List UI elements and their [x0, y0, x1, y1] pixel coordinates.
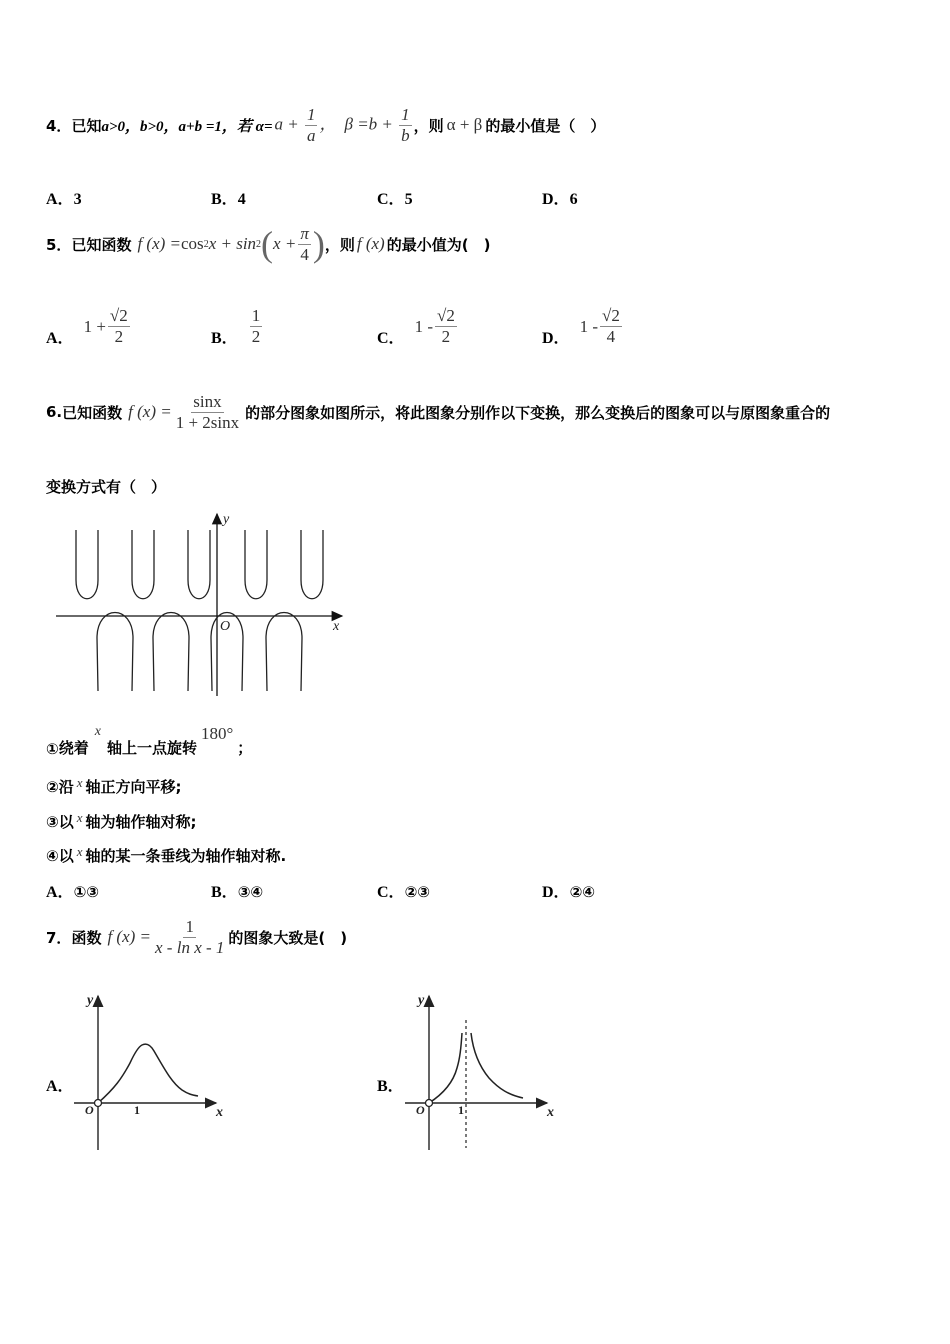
alpha-expression [275, 105, 337, 146]
fraction-denominator: 4 [606, 327, 616, 346]
function-lhs: f (x) = [128, 402, 172, 421]
y-axis-label: y [223, 512, 230, 527]
fraction-denominator: 2 [251, 327, 261, 346]
question-4-stem [46, 100, 605, 150]
option-label: B． [377, 1078, 404, 1095]
function-lhs: f (x) = [107, 927, 152, 946]
conditions-text: a>0，b>0，a+b =1，若 α= [101, 118, 273, 135]
question-6-stem [46, 388, 830, 436]
fraction-denominator: 2 [441, 327, 451, 346]
fraction-denominator: 1 + 2sinx [175, 412, 240, 432]
sin-term: x + sin [208, 234, 257, 253]
option-fraction [435, 306, 457, 347]
transform-text: 以 [58, 813, 74, 831]
transform-text: 轴为轴作轴对称; [85, 813, 197, 831]
stem-text: 已知函数 [71, 235, 132, 254]
angle-value: 180° [200, 724, 234, 743]
transform-4 [46, 845, 286, 866]
question-7-option-a[interactable] [46, 988, 236, 1153]
option-label: C． [377, 884, 405, 901]
option-lead: 1 - [414, 316, 433, 336]
beta-fraction [399, 105, 412, 146]
transform-text: ； [237, 739, 253, 757]
curve-left [429, 1033, 462, 1103]
marker: ④ [46, 847, 59, 865]
question-7-option-b[interactable] [377, 988, 567, 1153]
option-value: ③④ [237, 883, 264, 901]
option-label: B． [211, 884, 238, 901]
function-reference: f (x) [356, 234, 385, 253]
stem-text: 的最小值是（ ） [485, 116, 606, 135]
fraction-numerator: 1 [401, 104, 410, 124]
variable-x: x [76, 844, 83, 859]
y-axis-label: y [87, 993, 94, 1008]
stem-text: ，则 [324, 235, 355, 254]
left-paren: ( [261, 224, 274, 264]
inner-lead: x + [273, 234, 297, 253]
origin-label: O [85, 1103, 94, 1117]
option-label: D． [542, 884, 570, 901]
x-axis-label: x [333, 619, 340, 634]
separator: ， [319, 113, 337, 133]
fraction-numerator: √2 [436, 306, 455, 325]
open-point-origin [426, 1100, 433, 1107]
question-6-option-d[interactable] [542, 879, 595, 902]
option-value: 6 [569, 191, 578, 208]
question-5-option-c[interactable] [377, 305, 459, 348]
option-value: ①③ [73, 883, 99, 901]
function-expression [128, 392, 243, 433]
fraction-denominator: 2 [114, 327, 124, 346]
transform-text: 绕着 [58, 739, 89, 757]
y-axis-label: y [418, 993, 425, 1008]
fraction-denominator: x - ln x - 1 [155, 937, 225, 957]
marker: ① [46, 740, 59, 758]
option-label: C． [377, 191, 405, 208]
alpha-lead: a + [274, 113, 299, 133]
question-5-option-d[interactable] [542, 305, 624, 348]
transform-text: 以 [58, 847, 74, 865]
origin-label: O [416, 1103, 425, 1117]
upper-branch [188, 530, 210, 599]
question-number: 7． [46, 928, 72, 947]
question-5-option-a[interactable] [46, 305, 132, 348]
function-lhs: f (x) = [137, 234, 182, 253]
fraction-numerator: 1 [306, 104, 316, 124]
question-4-option-c[interactable] [377, 186, 413, 209]
transform-2 [46, 776, 182, 797]
alpha-fraction [305, 105, 318, 146]
right-paren: ) [312, 224, 325, 264]
option-value: ②③ [404, 883, 430, 901]
option-label: B． [211, 330, 238, 347]
sum-expression: α + β [446, 115, 483, 134]
fraction-numerator: 1 [251, 306, 261, 325]
beta-expression [344, 105, 413, 146]
option-value: 3 [73, 191, 82, 208]
fraction-numerator: sinx [193, 391, 222, 411]
variable-x: x [76, 810, 83, 825]
fraction-numerator: π [300, 223, 309, 243]
fraction-denominator: b [401, 125, 410, 145]
question-6-option-c[interactable] [377, 879, 430, 902]
question-5-option-b[interactable] [211, 305, 264, 348]
question-6-option-b[interactable] [211, 879, 263, 902]
stem-text: 函数 [71, 928, 102, 947]
tick-label-1: 1 [134, 1103, 140, 1117]
transform-text: 沿 [58, 778, 74, 796]
option-label: D． [542, 191, 570, 208]
stem-text: 的图象大致是( ) [228, 928, 348, 947]
function-fraction [174, 392, 241, 433]
stem-text: 的部分图象如图所示，将此图象分别作以下变换，那么变换后的图象可以与原图象重合的 [245, 403, 831, 422]
tick-label-1: 1 [458, 1103, 464, 1117]
question-number: 4． [46, 116, 72, 135]
upper-branch [132, 530, 154, 599]
option-label: D． [542, 330, 570, 347]
stem-text: 已知函数 [62, 403, 123, 422]
stem-text: 的最小值为( ) [386, 235, 491, 254]
exponent: 2 [203, 238, 209, 250]
variable-x: x [94, 724, 101, 739]
exponent: 2 [256, 238, 262, 250]
marker: ② [46, 778, 59, 796]
fraction-numerator: √2 [109, 306, 128, 325]
question-number: 6. [46, 403, 63, 421]
question-4-option-d[interactable] [542, 186, 578, 209]
transform-text: 轴正方向平移; [85, 778, 182, 796]
cos-term: cos [181, 234, 204, 253]
transform-text: 轴上一点旋转 [106, 739, 197, 757]
marker: ③ [46, 813, 59, 831]
x-axis-label: x [547, 1105, 554, 1120]
transform-1 [46, 718, 252, 758]
option-fraction [250, 306, 263, 347]
option-fraction [108, 306, 130, 347]
curve [98, 1044, 198, 1103]
fraction-denominator: a [306, 125, 316, 145]
question-6-stem-line2: 变换方式有（ ） [46, 478, 167, 496]
question-4-option-a[interactable] [46, 186, 82, 209]
function-fraction [153, 917, 226, 958]
option-label: A． [46, 191, 74, 208]
stem-text: 已知 [71, 116, 102, 135]
question-6-graph [50, 508, 350, 698]
option-label: A． [46, 1078, 74, 1095]
question-6-option-a[interactable] [46, 879, 99, 902]
fraction-numerator: 1 [185, 916, 194, 936]
option-value: 4 [237, 191, 246, 208]
variable-x: x [76, 775, 83, 790]
option-fraction [600, 306, 622, 347]
option-label: A． [46, 884, 74, 901]
lower-branch [153, 613, 189, 692]
lower-branch [97, 613, 133, 692]
x-axis-label: x [216, 1105, 223, 1120]
option-value: ②④ [569, 883, 595, 901]
lower-branch [266, 613, 302, 692]
question-5-stem [46, 218, 490, 270]
stem-text: ，则 [413, 116, 444, 135]
origin-label: O [220, 619, 231, 634]
pi-over-4-fraction [298, 224, 311, 265]
fraction-denominator: 4 [300, 244, 309, 264]
option-label: B． [211, 191, 238, 208]
option-value: 5 [404, 191, 413, 208]
upper-branch [301, 530, 323, 599]
graph-b [401, 988, 561, 1153]
transform-text: 轴的某一条垂线为轴作轴对称. [85, 847, 287, 865]
upper-branch [245, 530, 267, 599]
option-lead: 1 - [579, 316, 598, 336]
question-number: 5． [46, 235, 72, 254]
option-label: C． [377, 330, 405, 347]
option-lead: 1 + [83, 316, 106, 336]
transform-3 [46, 811, 197, 832]
upper-branch [76, 530, 98, 599]
question-7-stem [46, 912, 347, 962]
fraction-numerator: √2 [601, 306, 620, 325]
function-expression [137, 223, 324, 265]
function-expression [107, 917, 228, 958]
graph-a [70, 988, 230, 1153]
open-point-origin [95, 1100, 102, 1107]
beta-lead: β =b + [344, 113, 393, 133]
question-4-option-b[interactable] [211, 186, 246, 209]
curve-right [471, 1033, 523, 1098]
option-label: A． [46, 330, 74, 347]
